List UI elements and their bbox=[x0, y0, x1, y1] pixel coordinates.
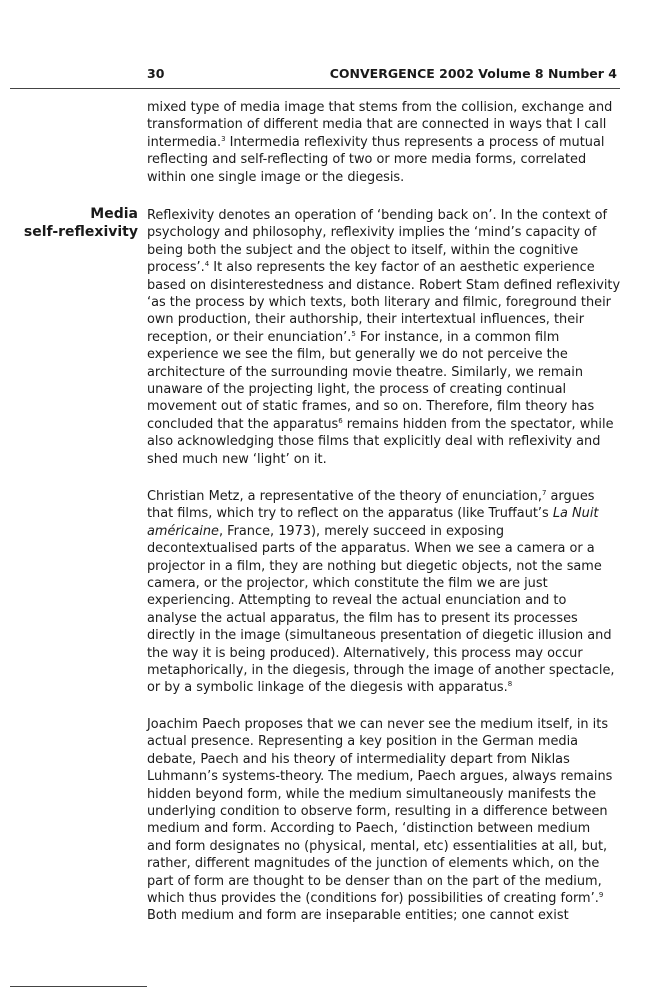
text-line: ‘as the process by which texts, both literary and filmic, foreground their bbox=[147, 295, 611, 311]
text-line: that films, which try to reflect on the apparatus (like Truffaut’s La Nuit bbox=[147, 506, 599, 522]
text-line: transformation of different media that are connected in ways that I call bbox=[147, 117, 607, 133]
text-line: and form designates no (physical, mental, etc) essentialities at all, but, bbox=[147, 838, 608, 854]
text-line: Christian Metz, a representative of the theory of enunciation,$^7$ argues bbox=[147, 489, 595, 504]
text-line: hidden beyond form, while the medium simultaneously manifests the bbox=[147, 786, 597, 802]
text-line: américaine, France, 1973), merely succeed in exposing bbox=[147, 523, 505, 539]
text-line: Luhmann’s systems-theory. The medium, Paech argues, always remains bbox=[147, 769, 613, 785]
side-heading-line-2: self-reflexivity bbox=[23, 224, 138, 240]
text-line: experience we see the film, but generally we do not perceive the bbox=[147, 347, 568, 363]
footnote-marker: 7 bbox=[541, 489, 547, 497]
text-line: being both the subject and the object to itself, within the cognitive bbox=[147, 242, 579, 258]
text-line: part of form are thought to be denser than on the part of the medium, bbox=[147, 873, 602, 889]
text-line: which thus provides the (conditions for) possibilities of creating form’.$^9$ bbox=[147, 891, 604, 907]
text-line: reception, or their enunciation’.$^5$ For instance, in a common film bbox=[147, 329, 560, 345]
text-line: directly in the image (simultaneous presentation of diegetic illusion and bbox=[147, 628, 612, 644]
header-rule bbox=[10, 88, 620, 89]
italic-title: américaine bbox=[147, 523, 219, 539]
text-line: the way it is being produced). Alternatively, this process may occur bbox=[147, 645, 583, 661]
text-line: own production, their authorship, their intertextual influences, their bbox=[147, 312, 585, 328]
text-line: Both medium and form are inseparable entities; one cannot exist bbox=[147, 908, 569, 924]
text-line: debate, Paech and his theory of intermediality depart from Niklas bbox=[147, 751, 570, 767]
text-line: projector in a film, they are nothing but diegetic objects, not the same bbox=[147, 558, 602, 574]
text-line: concluded that the apparatus$^6$ remains hidden from the spectator, while bbox=[147, 416, 614, 432]
paragraph-4 bbox=[147, 716, 622, 925]
text-line: underlying condition to observe form, resulting in a difference between bbox=[147, 804, 608, 820]
text-line: movement out of static frames, and so on. Therefore, film theory has bbox=[147, 399, 595, 415]
side-heading-line-1: Media bbox=[90, 206, 138, 222]
text-line: analyse the actual apparatus, the film has to present its processes bbox=[147, 610, 578, 626]
paragraph-3 bbox=[147, 488, 622, 697]
text-line: architecture of the surrounding movie theatre. Similarly, we remain bbox=[147, 364, 584, 380]
text-line: rather, different magnitudes of the junction of elements which, on the bbox=[147, 856, 600, 872]
running-header bbox=[147, 66, 617, 84]
text-line: based on disinterestedness and distance. Robert Stam defined reflexivity bbox=[147, 277, 621, 293]
text-line: psychology and philosophy, reflexivity implies the ‘mind’s capacity of bbox=[147, 225, 597, 241]
text-line: or by a symbolic linkage of the diegesis with apparatus.$^8$ bbox=[147, 680, 513, 696]
footnote-marker: 9 bbox=[598, 891, 604, 900]
footnote-rule bbox=[10, 986, 147, 987]
text-line: decontextualised parts of the apparatus. When we see a camera or a bbox=[147, 541, 595, 557]
text-line: Reflexivity denotes an operation of ‘bending back on’. In the context of bbox=[147, 208, 608, 223]
text-line: experiencing. Attempting to reveal the actual enunciation and to bbox=[147, 593, 567, 609]
text-line: shed much new ‘light’ on it. bbox=[147, 451, 327, 467]
text-line: metaphorically, in the diegesis, through the image of another spectacle, bbox=[147, 663, 615, 679]
text-line: camera, or the projector, which constitute the film we are just bbox=[147, 576, 548, 592]
text-line: Joachim Paech proposes that we can never see the medium itself, in its bbox=[147, 717, 609, 732]
text-line: process’.$^4$ It also represents the key factor of an aesthetic experience bbox=[147, 260, 595, 276]
running-title: CONVERGENCE 2002 Volume 8 Number 4 bbox=[329, 66, 617, 81]
footnote-marker: 5 bbox=[351, 329, 356, 338]
text-line: intermedia.$^3$ Intermedia reflexivity thus represents a process of mutual bbox=[147, 134, 605, 150]
paragraph-1 bbox=[147, 99, 622, 186]
italic-title: La Nuit bbox=[552, 506, 599, 522]
footnote-marker: 8 bbox=[507, 680, 513, 689]
text-line: unaware of the projecting light, the process of creating continual bbox=[147, 382, 567, 398]
page-number: 30 bbox=[147, 66, 165, 81]
footnote-marker: 4 bbox=[204, 260, 210, 269]
text-line: reflecting and self-reflecting of two or more media forms, correlated bbox=[147, 152, 587, 168]
text-line: mixed type of media image that stems from the collision, exchange and bbox=[147, 100, 613, 115]
text-line: also acknowledging those films that explicitly deal with reflexivity and bbox=[147, 434, 601, 450]
text-line: actual presence. Representing a key position in the German media bbox=[147, 734, 579, 750]
footnote-marker: 3 bbox=[221, 134, 226, 143]
text-line: medium and form. According to Paech, ‘distinction between medium bbox=[147, 821, 591, 837]
text-line: within one single image or the diegesis. bbox=[147, 169, 405, 185]
paragraph-2 bbox=[147, 207, 622, 468]
footnote-marker: 6 bbox=[338, 416, 343, 425]
